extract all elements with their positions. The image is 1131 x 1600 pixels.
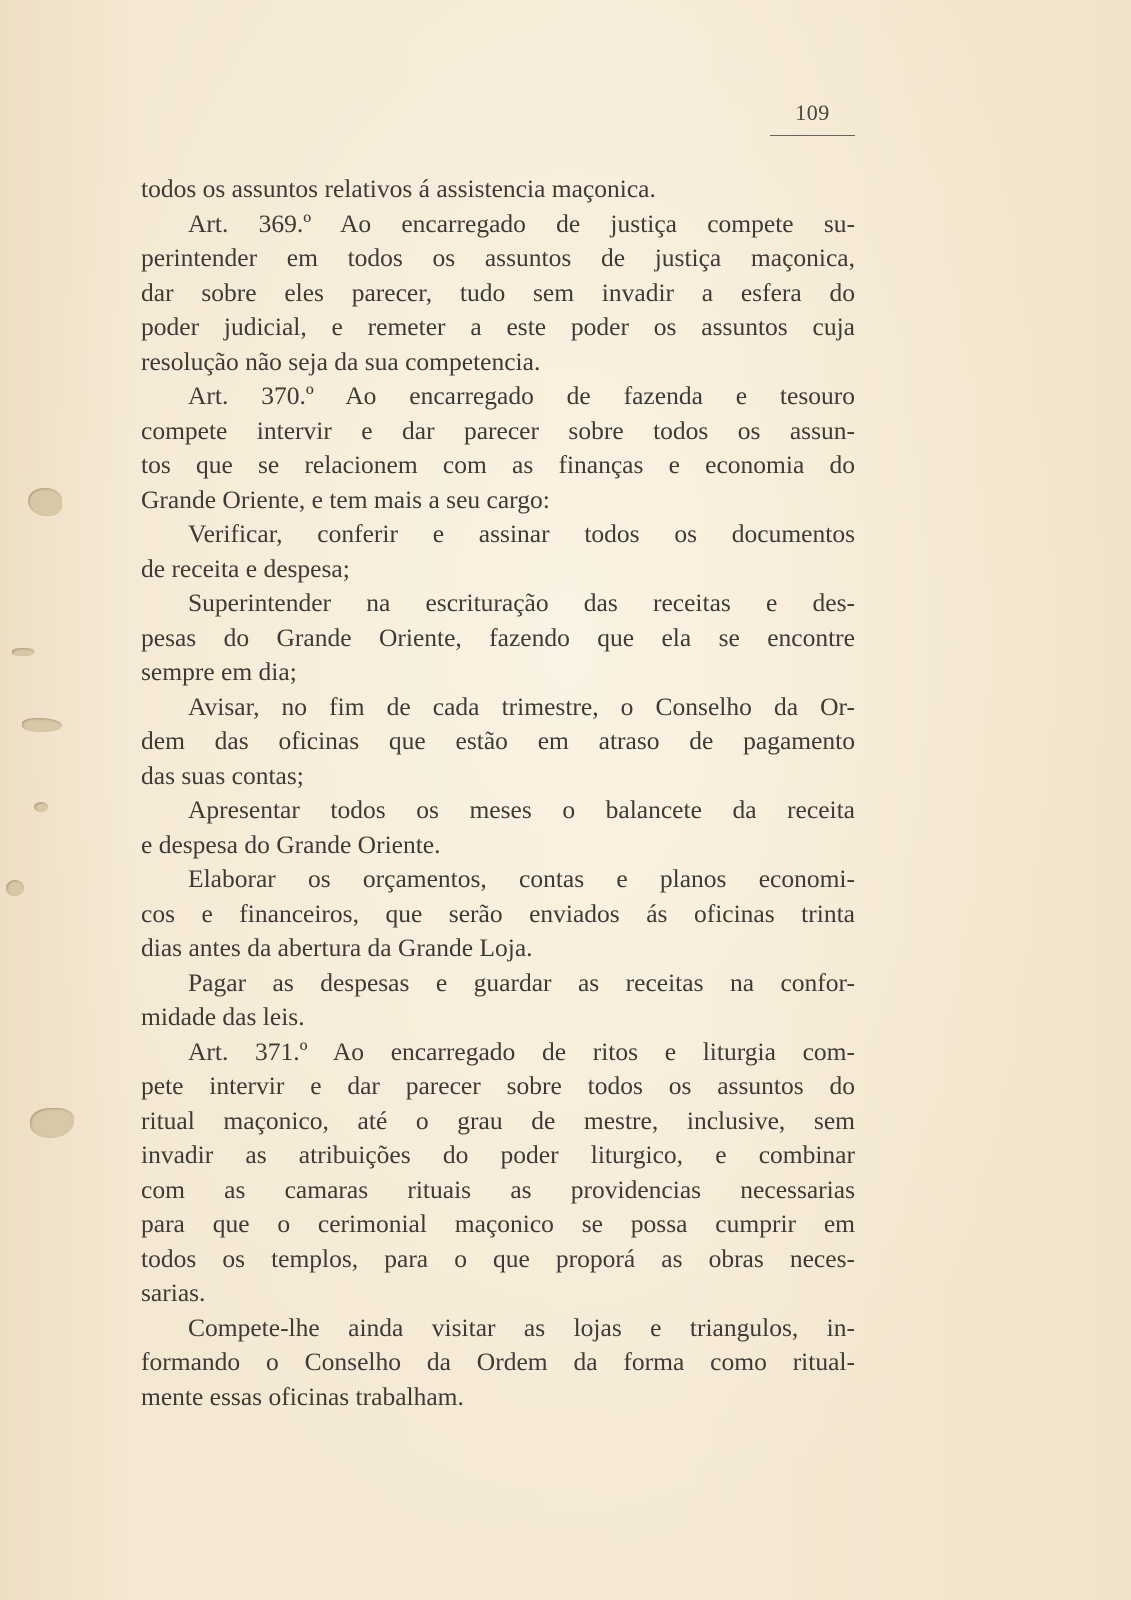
text-line: todos os assuntos relativos á assistencia maçonica. [141,174,656,203]
text-line: Art. 370.º Ao encarregado de fazenda e tesouro [188,381,855,410]
text-line: midade das leis. [141,1002,305,1031]
text-line: das suas contas; [141,760,304,790]
text-line: invadir as atribuições do poder liturgico, e combinar [141,1140,855,1169]
text-line: perintender em todos os assuntos de justiça maçonica, [141,243,855,272]
text-line: e despesa do Grande Oriente. [141,829,441,859]
text-line: Superintender na escrituração das receitas e des- [188,588,855,617]
text-line: Art. 371.º Ao encarregado de ritos e liturgia com- [188,1036,855,1066]
text-line: resolução não seja da sua competencia. [141,346,541,376]
text-line: com as camaras rituais as providencias necessarias [141,1174,855,1204]
text-line: dem das oficinas que estão em atraso de pagamento [141,726,855,755]
text-line: sarias. [141,1278,206,1307]
text-line: Grande Oriente, e tem mais a seu cargo: [141,484,550,514]
text-line: Pagar as despesas e guardar as receitas na confor- [188,967,855,997]
text-line: Art. 369.º Ao encarregado de justiça compete su- [188,208,855,238]
text-line: Compete-lhe ainda visitar as lojas e triangulos, in- [188,1312,855,1342]
text-line: Avisar, no fim de cada trimestre, o Conselho da Or- [188,691,855,721]
body-text [141,172,855,1414]
text-line: de receita e despesa; [141,553,350,583]
text-line: Apresentar todos os meses o balancete da receita [188,795,855,824]
text-line: dias antes da abertura da Grande Loja. [141,933,533,962]
text-line: cos e financeiros, que serão enviados ás oficinas trinta [141,898,855,928]
text-line: todos os templos, para o que proporá as obras neces- [141,1243,855,1273]
text-line: formando o Conselho da Ordem da forma como ritual- [141,1347,855,1376]
text-line: pete intervir e dar parecer sobre todos os assuntos do [141,1071,855,1100]
text-line: tos que se relacionem com as finanças e economia do [141,450,855,479]
binding-hole-mark [34,802,48,812]
text-line: pesas do Grande Oriente, fazendo que ela se encontre [141,622,855,652]
binding-hole-mark [12,648,34,656]
text-line: Verificar, conferir e assinar todos os documentos [188,519,855,548]
text-line: para que o cerimonial maçonico se possa cumprir em [141,1209,855,1238]
text-line: Elaborar os orçamentos, contas e planos economi- [188,864,855,893]
binding-hole-mark [6,880,24,896]
text-line: poder judicial, e remeter a este poder os assuntos cuja [141,312,855,341]
text-line: sempre em dia; [141,657,297,686]
binding-hole-mark [30,1108,74,1138]
binding-hole-mark [28,488,62,516]
page-number-rule [770,135,855,136]
text-line: ritual maçonico, até o grau de mestre, inclusive, sem [141,1105,855,1135]
page-number: 109 [795,100,830,125]
text-line: dar sobre eles parecer, tudo sem invadir a esfera do [141,277,855,307]
binding-hole-mark [22,718,62,732]
text-line: mente essas oficinas trabalham. [141,1381,464,1411]
text-line: compete intervir e dar parecer sobre todos os assun- [141,415,855,445]
